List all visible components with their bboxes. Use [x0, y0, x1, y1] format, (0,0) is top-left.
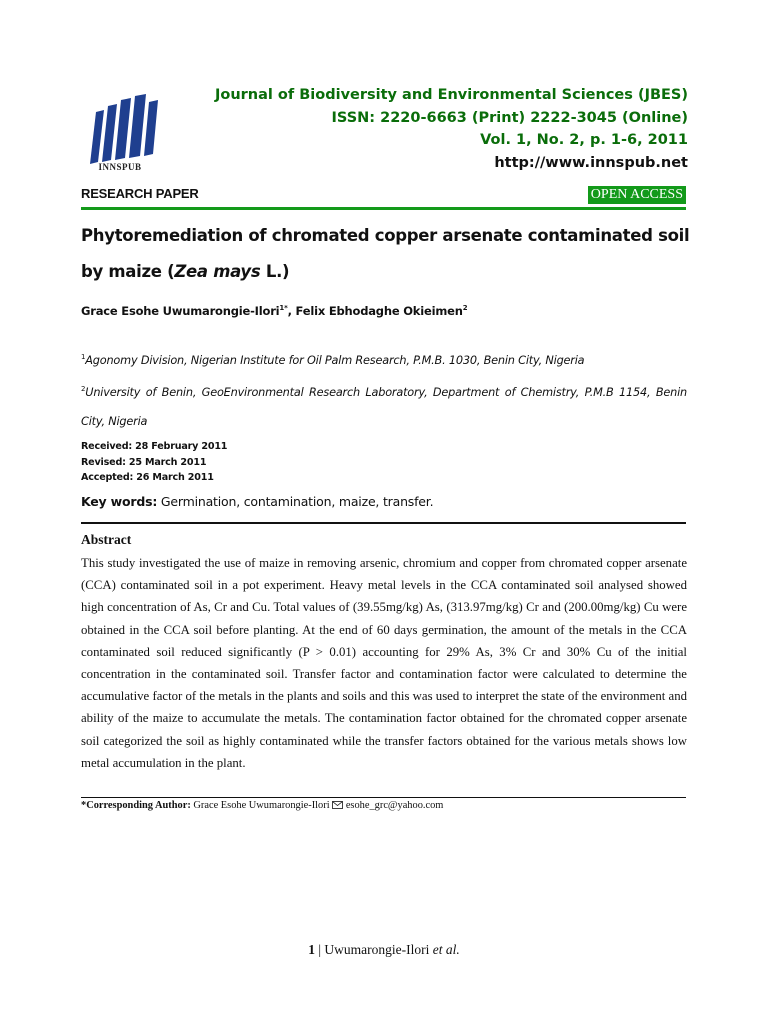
abstract-body: This study investigated the use of maize in removing arsenic, chromium and copper from chromated copper arsenate (CCA) contaminated soil in a pot experiment. Heavy metal levels in the CCA contaminated soil analysed showed high concentration of As, Cr and Cu. Total values of (39.55mg/kg) As, (313.97mg/kg) Cr and (200.00mg/kg) Cu were obtained in the CCA soil before planting. At the end of 60 days germination, the amount of the metals in the CCA contaminated soil reduced significantly (P > 0.01) accounting for 29% As, 3% Cr and 30% Cu of the initial concentration in the contaminated soil. Transfer factor and contamination factor were calculated to determine the accumulative factor of the metals in the plants and soils and this was used to interpret the state of the environment and ability of the maize to accumulate the metals. The contamination factor obtained for the chromated copper arsenate soil categorized the soil as highly contaminated while the transfer factors obtained for the various metals shows low metal accumulation in the plant.: [81, 556, 687, 770]
affiliations: [81, 343, 687, 436]
author-mark: 2: [462, 304, 468, 313]
date-revised: Revised: 25 March 2011: [81, 456, 207, 468]
corresponding-name: Grace Esohe Uwumarongie-Ilori: [193, 800, 330, 811]
footer-etal: et al.: [429, 942, 460, 957]
keywords-text: Germination, contamination, maize, transfer.: [160, 494, 434, 509]
corresponding-author: [81, 800, 443, 811]
journal-url[interactable]: http://www.innspub.net: [494, 154, 688, 171]
logo-label: INNSPUB: [98, 162, 142, 172]
footer-author: Uwumarongie-Ilori: [324, 942, 430, 957]
header-divider: [81, 207, 686, 210]
submission-dates: [81, 439, 227, 486]
title-species: Zea mays: [174, 262, 261, 281]
page-footer: [0, 942, 768, 958]
paper-title: [81, 218, 691, 290]
journal-name: Journal of Biodiversity and Environmental Sciences (JBES): [214, 87, 688, 103]
keywords-label: Key words:: [81, 494, 158, 509]
envelope-icon: [332, 801, 343, 809]
title-main: Phytoremediation of chromated copper arsenate contaminated soil by maize (: [81, 226, 690, 281]
abstract-divider: [81, 522, 686, 524]
corresponding-label: *Corresponding Author:: [81, 800, 191, 811]
footer-separator: |: [314, 942, 325, 957]
journal-header: [215, 84, 688, 174]
affiliation-text: University of Benin, GeoEnvironmental Research Laboratory, Department of Chemistry, P.M.B 1154, Benin City, Nigeria: [81, 386, 687, 428]
affiliation-item: [81, 343, 687, 375]
date-received: Received: 28 February 2011: [81, 441, 228, 452]
abstract-heading: Abstract: [81, 532, 132, 547]
author-name: Grace Esohe Uwumarongie-Ilori: [81, 304, 280, 318]
title-tail: L.): [260, 262, 290, 281]
open-access-badge: OPEN ACCESS: [588, 186, 686, 204]
corresponding-email[interactable]: esohe_grc@yahoo.com: [345, 800, 444, 811]
journal-issn: ISSN: 2220-6663 (Print) 2222-3045 (Online): [331, 109, 688, 126]
author-list: Grace Esohe Uwumarongie-Ilori$^{1*}$, Felix Ebhodaghe Okieimen$^2$: [81, 304, 468, 318]
affiliation-mark: 2: [81, 385, 86, 394]
page-number: 1: [308, 942, 315, 957]
author-name: Felix Ebhodaghe Okieimen: [295, 304, 463, 318]
date-accepted: Accepted: 26 March 2011: [81, 472, 214, 483]
author-mark: 1*: [279, 304, 288, 313]
corresponding-divider: [81, 797, 686, 798]
keywords: [81, 494, 433, 509]
affiliation-item: [81, 375, 687, 436]
journal-volume: Vol. 1, No. 2, p. 1-6, 2011: [480, 132, 688, 148]
affiliation-mark: 1: [81, 353, 86, 361]
affiliation-text: Agonomy Division, Nigerian Institute for Oil Palm Research, P.M.B. 1030, Benin City, Nigeria: [85, 353, 585, 367]
paper-type-label: RESEARCH PAPER: [81, 186, 199, 201]
